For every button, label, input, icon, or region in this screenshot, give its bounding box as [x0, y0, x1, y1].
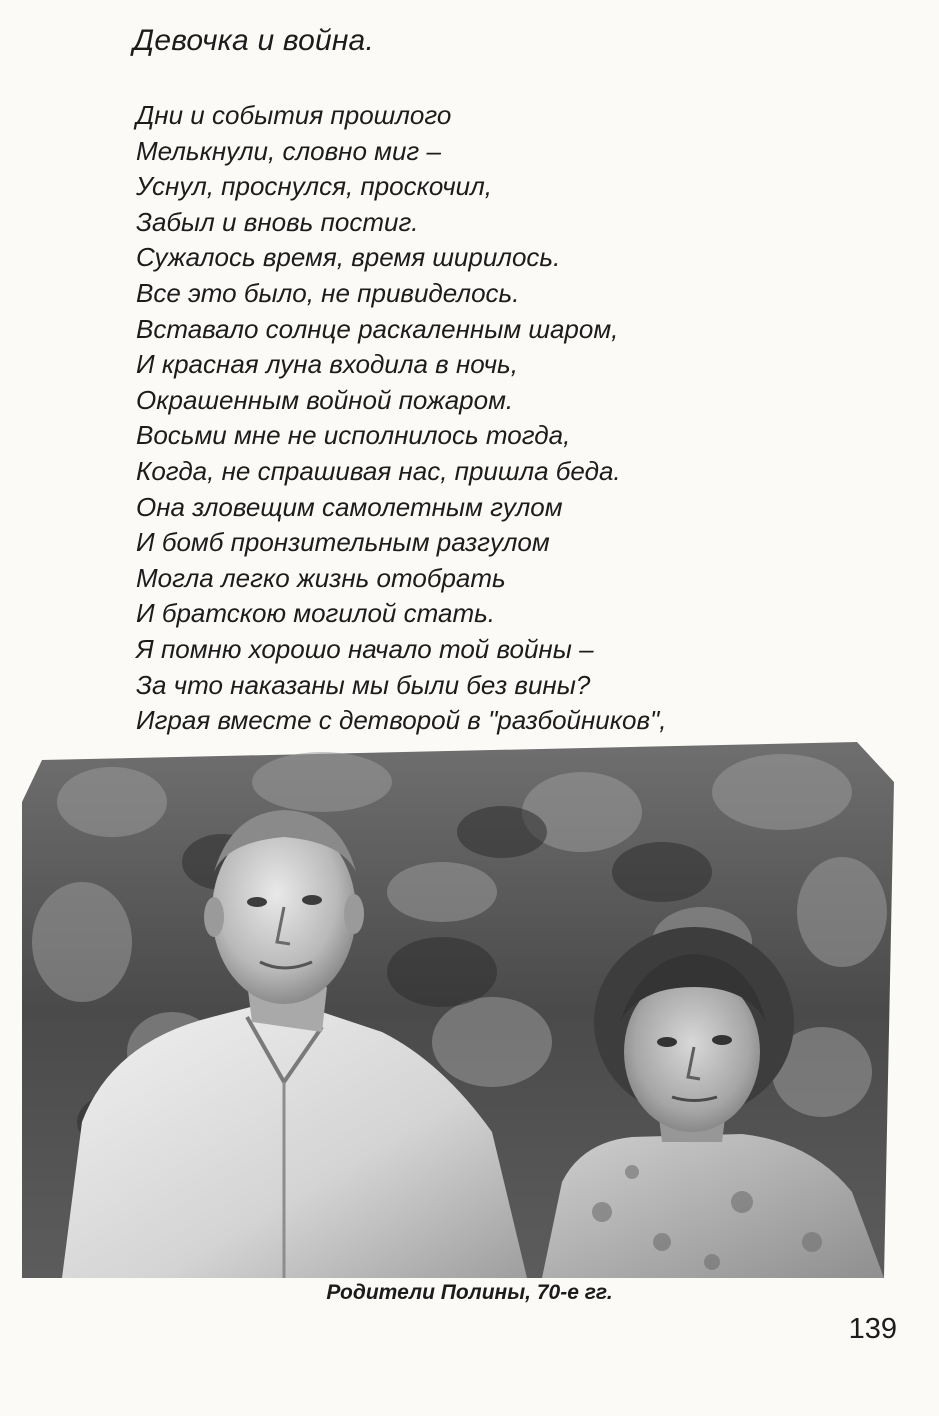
poem-line: Все это было, не привиделось.: [136, 277, 520, 308]
poem-line: Играя вместе с детворой в "разбойников",: [136, 705, 667, 736]
poem-line: Уснул, проснулся, проскочил,: [136, 171, 493, 202]
poem-line: Мелькнули, словно миг –: [136, 135, 441, 166]
poem-line: Забыл и вновь постиг.: [136, 206, 419, 237]
page-number: 139: [848, 1313, 897, 1345]
poem-line: И братскою могилой стать.: [136, 598, 495, 629]
poem-line: Восьми мне не исполнилось тогда,: [136, 420, 571, 451]
poem-line: Когда, не спрашивая нас, пришла беда.: [136, 455, 621, 486]
poem-line: Могла легко жизнь отобрать: [136, 562, 506, 593]
poem-line: За что наказаны мы были без вины?: [136, 669, 591, 700]
poem-line: Дни и события прошлого: [136, 100, 452, 130]
poem-title: Девочка и война.: [133, 24, 374, 57]
poem-line: Вставало солнце раскаленным шаром,: [136, 313, 619, 344]
poem-line: И красная луна входила в ночь,: [136, 349, 518, 380]
poem-line: Сужалось время, время ширилось.: [136, 242, 561, 273]
poem-body: [136, 98, 836, 739]
poem-line: Она зловещим самолетным гулом: [136, 491, 563, 522]
poem-line: Окрашенным войной пожаром.: [136, 384, 514, 415]
photo-caption: Родители Полины, 70-е гг.: [326, 1281, 613, 1304]
poem-line: И бомб пронзительным разгулом: [136, 527, 550, 558]
poem-line: Я помню хорошо начало той войны –: [136, 633, 594, 664]
portrait-photo: [22, 742, 894, 1278]
